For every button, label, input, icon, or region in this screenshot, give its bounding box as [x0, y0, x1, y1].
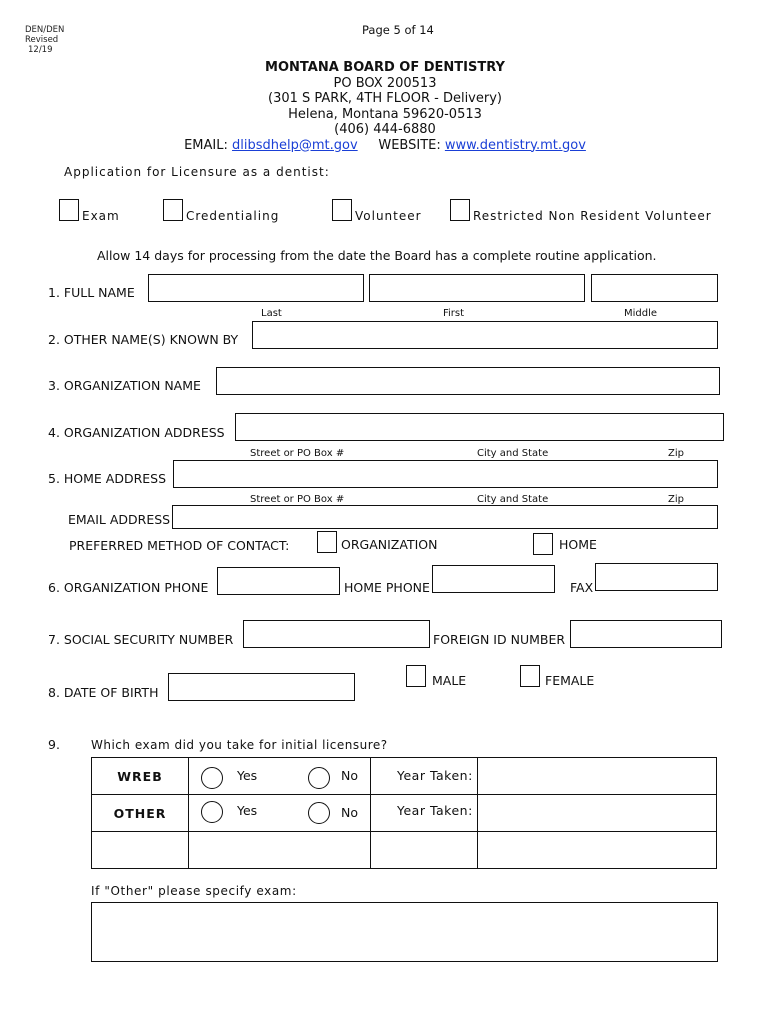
- page-number: Page 5 of 14: [362, 23, 434, 37]
- revised-label: Revised: [25, 35, 59, 45]
- other-names-label: 2. OTHER NAME(S) KNOWN BY: [48, 332, 239, 347]
- org-city-caption: City and State: [477, 448, 549, 459]
- home-city-caption: City and State: [477, 494, 549, 505]
- exam-row-wreb: [92, 758, 717, 795]
- other-no-label: No: [341, 805, 358, 820]
- website-label: WEBSITE:: [378, 137, 441, 153]
- other-specify-field[interactable]: [91, 902, 718, 962]
- middle-name-field[interactable]: [591, 274, 718, 302]
- contact-home-label: HOME: [559, 537, 597, 552]
- ssn-label: 7. SOCIAL SECURITY NUMBER: [48, 632, 234, 647]
- other-year-label-cell: [371, 795, 478, 832]
- foreign-id-label: FOREIGN ID NUMBER: [433, 632, 566, 647]
- last-caption: Last: [261, 308, 282, 319]
- middle-caption: Middle: [624, 308, 658, 319]
- blank-cell[interactable]: [189, 832, 371, 869]
- city-address: Helena, Montana 59620-0513: [288, 106, 482, 122]
- org-phone-field[interactable]: [217, 567, 340, 595]
- org-phone-label: 6. ORGANIZATION PHONE: [48, 580, 209, 595]
- home-phone-label: HOME PHONE: [344, 580, 430, 595]
- exam-row-other: [92, 795, 717, 832]
- male-label: MALE: [432, 673, 467, 688]
- last-name-field[interactable]: [148, 274, 364, 302]
- exam-label: Exam: [82, 209, 120, 223]
- preferred-contact-label: PREFERRED METHOD OF CONTACT:: [69, 538, 290, 553]
- email-link[interactable]: dlibsdhelp@mt.gov: [232, 137, 358, 153]
- first-caption: First: [443, 308, 465, 319]
- contact-home-checkbox[interactable]: [533, 533, 553, 555]
- other-yes-radio[interactable]: [201, 801, 223, 823]
- wreb-options-cell: [189, 758, 371, 795]
- volunteer-label: Volunteer: [355, 209, 422, 223]
- male-checkbox[interactable]: [406, 665, 426, 687]
- other-year-label: Year Taken:: [397, 803, 473, 818]
- blank-cell[interactable]: [371, 832, 478, 869]
- wreb-yes-radio[interactable]: [201, 767, 223, 789]
- volunteer-checkbox[interactable]: [332, 199, 352, 221]
- application-title: Application for Licensure as a dentist:: [64, 165, 330, 179]
- first-name-field[interactable]: [369, 274, 585, 302]
- foreign-id-field[interactable]: [570, 620, 722, 648]
- contact-org-label: ORGANIZATION: [341, 537, 438, 552]
- dob-field[interactable]: [168, 673, 355, 701]
- exam-name-cell: WREB: [92, 758, 189, 795]
- wreb-no-radio[interactable]: [308, 767, 330, 789]
- street-address: (301 S PARK, 4TH FLOOR - Delivery): [268, 91, 502, 106]
- wreb-year-field[interactable]: [478, 758, 717, 795]
- board-header: [0, 60, 770, 153]
- board-phone: (406) 444-6880: [334, 122, 436, 137]
- wreb-year-label-cell: [371, 758, 478, 795]
- org-zip-caption: Zip: [668, 448, 684, 459]
- home-street-caption: Street or PO Box #: [250, 494, 345, 505]
- fax-label: FAX: [570, 580, 594, 595]
- org-address-field[interactable]: [235, 413, 724, 441]
- exam-checkbox[interactable]: [59, 199, 79, 221]
- home-address-field[interactable]: [173, 460, 718, 488]
- form-id: DEN/DEN: [25, 25, 65, 35]
- home-zip-caption: Zip: [668, 494, 684, 505]
- other-specify-label: If "Other" please specify exam:: [91, 884, 297, 898]
- email-address-field[interactable]: [172, 505, 718, 529]
- revised-date: 12/19: [28, 45, 53, 55]
- fax-field[interactable]: [595, 563, 718, 591]
- restricted-label: Restricted Non Resident Volunteer: [473, 209, 712, 223]
- exam-row-blank: [92, 832, 717, 869]
- other-options-cell: [189, 795, 371, 832]
- wreb-yes-label: Yes: [237, 768, 258, 783]
- org-street-caption: Street or PO Box #: [250, 448, 345, 459]
- wreb-year-label: Year Taken:: [397, 768, 473, 783]
- other-names-field[interactable]: [252, 321, 718, 349]
- blank-cell[interactable]: [478, 832, 717, 869]
- other-no-radio[interactable]: [308, 802, 330, 824]
- full-name-label: 1. FULL NAME: [48, 285, 135, 300]
- exam-question-number: 9.: [48, 737, 60, 752]
- female-checkbox[interactable]: [520, 665, 540, 687]
- home-address-label: 5. HOME ADDRESS: [48, 471, 167, 486]
- home-phone-field[interactable]: [432, 565, 555, 593]
- restricted-checkbox[interactable]: [450, 199, 470, 221]
- dob-label: 8. DATE OF BIRTH: [48, 685, 159, 700]
- credentialing-label: Credentialing: [186, 209, 280, 223]
- other-year-field[interactable]: [478, 795, 717, 832]
- org-name-label: 3. ORGANIZATION NAME: [48, 378, 201, 393]
- blank-cell[interactable]: [92, 832, 189, 869]
- exam-question-text: Which exam did you take for initial licensure?: [91, 738, 388, 752]
- ssn-field[interactable]: [243, 620, 430, 648]
- website-link[interactable]: www.dentistry.mt.gov: [444, 137, 586, 153]
- contact-org-checkbox[interactable]: [317, 531, 337, 553]
- female-label: FEMALE: [545, 673, 595, 688]
- board-name: MONTANA BOARD OF DENTISTRY: [265, 60, 505, 75]
- other-yes-label: Yes: [237, 803, 258, 818]
- exam-name-cell: OTHER: [92, 795, 189, 832]
- exam-table: [91, 757, 717, 869]
- contact-line: [0, 138, 770, 154]
- processing-note: Allow 14 days for processing from the date the Board has a complete routine application.: [97, 248, 657, 263]
- wreb-no-label: No: [341, 768, 358, 783]
- po-box: PO BOX 200513: [333, 75, 437, 91]
- org-name-field[interactable]: [216, 367, 720, 395]
- email-label: EMAIL:: [184, 137, 228, 153]
- org-address-label: 4. ORGANIZATION ADDRESS: [48, 425, 225, 440]
- email-address-label: EMAIL ADDRESS: [68, 512, 171, 527]
- credentialing-checkbox[interactable]: [163, 199, 183, 221]
